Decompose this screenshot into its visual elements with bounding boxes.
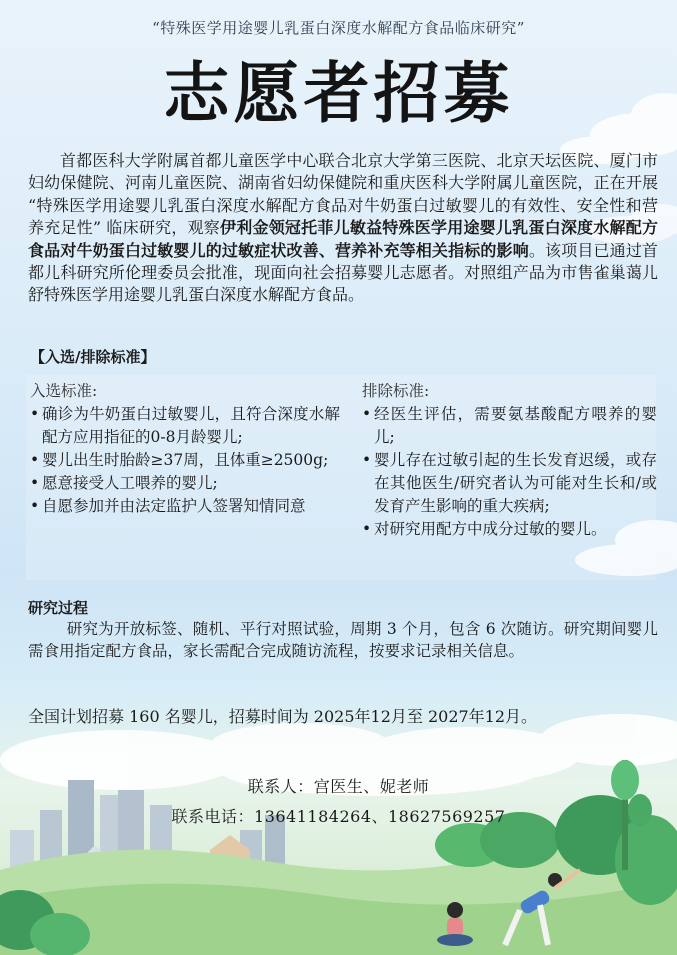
list-item: • 愿意接受人工喂养的婴儿; bbox=[30, 472, 340, 495]
process-label: 研究过程 bbox=[28, 599, 89, 617]
contact-person: 联系人：宫医生、妮老师 bbox=[247, 777, 430, 796]
list-item: • 婴儿存在过敏引起的生长发育迟缓，或存在其他医生/研究者认为可能对生长和/或发育产生影响的重大疾病; bbox=[362, 449, 657, 518]
intro-paragraph bbox=[28, 150, 658, 307]
inclusion-list bbox=[30, 403, 340, 518]
contact-phone: 联系电话：13641184264、18627569257 bbox=[171, 807, 506, 826]
study-subtitle: “特殊医学用途婴儿乳蛋白深度水解配方食品临床研究” bbox=[152, 19, 525, 37]
exclusion-heading: 排除标准: bbox=[362, 382, 430, 400]
process-text: 研究为开放标签、随机、平行对照试验，周期 3 个月，包含 6 次随访。研究期间婴儿需食用指定配方食品，家长需配合完成随访流程，按要求记录相关信息。 bbox=[28, 620, 658, 660]
list-item: • 确诊为牛奶蛋白过敏婴儿，且符合深度水解配方应用指征的0-8月龄婴儿; bbox=[30, 403, 340, 449]
criteria-section-label: 【入选/排除标准】 bbox=[30, 348, 156, 366]
list-item: • 经医生评估，需要氨基酸配方喂养的婴儿; bbox=[362, 403, 657, 449]
intro-text-1: 首都医科大学附属首都儿童医学中心联合北京大学第三医院、北京天坛医院、厦门市妇幼保健院、河南儿童医院、湖南省妇幼保健院和重庆医科大学附属儿童医院，正在开展 “特殊医学用途婴儿乳蛋白深度水解配方食品对牛奶蛋白过敏婴儿的有效性、安全性和营养充足性” 临床研究，观察 bbox=[28, 151, 658, 238]
list-item: • 对研究用配方中成分过敏的婴儿。 bbox=[362, 518, 657, 541]
inclusion-criteria bbox=[30, 380, 340, 518]
exclusion-list bbox=[362, 403, 657, 541]
list-item: • 婴儿出生时胎龄≥37周，且体重≥2500g; bbox=[30, 449, 340, 472]
list-item: • 自愿参加并由法定监护人签署知情同意 bbox=[30, 495, 340, 518]
exclusion-criteria bbox=[362, 380, 657, 541]
inclusion-heading: 入选标准: bbox=[30, 382, 98, 400]
recruit-text: 全国计划招募 160 名婴儿，招募时间为 2025年12月至 2027年12月。 bbox=[28, 707, 538, 726]
intro-text-bold: 伊利金领冠托菲儿敏益特殊医学用途婴儿乳蛋白深度水解配方食品对牛奶蛋白过敏婴儿的过敏症状改善、营养补充等相关指标的影响 bbox=[28, 218, 658, 260]
page-title: 志愿者招募 bbox=[163, 54, 514, 132]
intro-text-2: 。该项目已通过首都儿科研究所伦理委员会批准，现面向社会招募婴儿志愿者。对照组产品为市售雀巢蔼儿舒特殊医学用途婴儿乳蛋白深度水解配方食品。 bbox=[28, 240, 658, 305]
